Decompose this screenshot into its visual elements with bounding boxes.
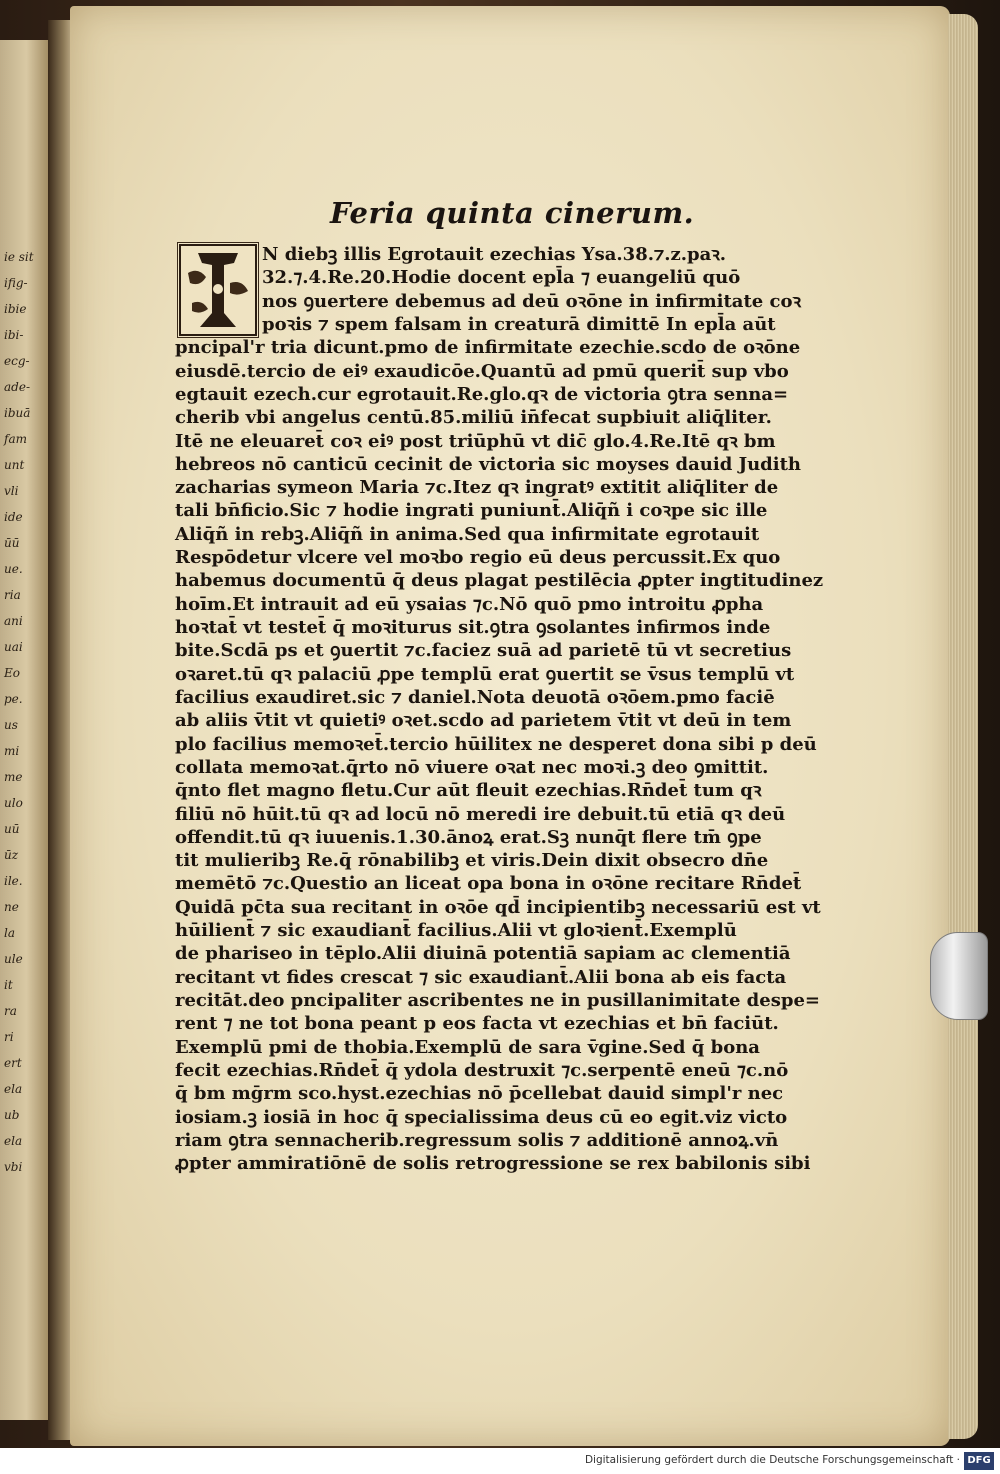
text-line: tit mulieribꝫ Re.q̄ rōnabilibꝫ et viris.Dein dixit obsecro dn̄e xyxy=(175,850,769,872)
text-line: filiū nō hūit.tū qꝛ ad locū nō meredi ire debuit.tū etiā qꝛ deū xyxy=(175,803,786,825)
footer-bar xyxy=(0,1448,1000,1474)
left-page-fragment: la xyxy=(4,926,15,940)
text-line: cherib vbi angelus centū.85.miliū in̄fecat supbiuit aliq̄liter. xyxy=(175,407,772,429)
text-line: hoīm.Et intrauit ad eū ysaias ⁊c.Nō quō pmo introitu ꝓpha xyxy=(175,593,764,615)
text-line: bite.Scdā ps et ꝯuertit ⁊c.faciez suā ad parietē tū vt secretius xyxy=(175,640,792,662)
left-page-fragment: mi xyxy=(4,744,20,758)
left-page-fragment: ue. xyxy=(4,562,23,576)
left-page-fragment: Eo xyxy=(4,666,20,680)
text-line: riam ꝯtra sennacherib.regressum solis ⁊ additionē annoꝝ.vn̄ xyxy=(175,1129,779,1151)
page-heading: Feria quinta cinerum. xyxy=(330,196,695,230)
left-page-fragment: ūū xyxy=(4,536,20,550)
left-page-fragment: ibie xyxy=(4,302,27,316)
left-page-fragment: ela xyxy=(4,1082,23,1096)
left-page-fragment: ie sit xyxy=(4,250,34,264)
text-line: rent ⁊ ne tot bona peant p eos facta vt ezechias et bn̄ faciūt. xyxy=(175,1013,779,1035)
text-line: pncipal'r tria dicunt.pmo de infirmitate ezechie.scdo de oꝛōne xyxy=(175,337,801,359)
text-line: Exemplū pmi de thobia.Exemplū de sara v̄gine.Sed q̄ bona xyxy=(175,1036,760,1058)
left-page-fragment: ūz xyxy=(4,848,19,862)
left-page-fragment: ub xyxy=(4,1108,20,1122)
left-page-fragment: vbi xyxy=(4,1160,23,1174)
text-line: poꝛis ⁊ spem falsam in creaturā dimittē In epl̄a aūt xyxy=(262,313,776,335)
left-page-fragment: ert xyxy=(4,1056,22,1070)
left-page-fragment: ibuā xyxy=(4,406,31,420)
text-line: hūilient̄ ⁊ sic exaudiant̄ facilius.Alii vt gloꝛient̄.Exemplū xyxy=(175,920,737,942)
left-page-fragment: ra xyxy=(4,1004,17,1018)
page-clip xyxy=(930,932,988,1020)
funding-credit: Digitalisierung gefördert durch die Deutsche Forschungsgemeinschaft · xyxy=(584,1454,960,1466)
text-line: ab aliis v̄tit vt quietiꝰ oꝛet.scdo ad parietem v̄tit vt deū in tem xyxy=(175,710,792,732)
text-line: 32.⁊.4.Re.20.Hodie docent epl̄a ⁊ euangeliū quō xyxy=(262,267,741,289)
left-page-fragment: it xyxy=(4,978,13,992)
left-page-edge xyxy=(0,40,50,1420)
text-line: hoꝛtat̄ vt testet̄ q̄ moꝛiturus sit.ꝯtra ꝯsolantes infirmos inde xyxy=(175,617,771,638)
left-page-fragment: vli xyxy=(4,484,19,498)
text-line: Quidā pc̄ta sua recitant in oꝛōe qd̄ incipientibꝫ necessariū est vt xyxy=(175,896,821,918)
left-page-fragment: ibi- xyxy=(4,328,24,342)
text-line: q̄nto flet magno fletu.Cur aūt fleuit ezechias.Rn̄det̄ tum qꝛ xyxy=(175,780,762,802)
text-line: tali bn̄ficio.Sic ⁊ hodie ingrati puniunt̄.Aliq̄ñ i coꝛpe sic ille xyxy=(175,500,768,522)
text-line: offendit.tū qꝛ iuuenis.1.30.ānoꝝ erat.Sꝫ nunq̄t flere tm̄ ꝯpe xyxy=(175,826,762,848)
text-line: eiusdē.tercio de eiꝰ exaudicōe.Quantū ad pmū querit̄ sup vbo xyxy=(175,360,789,382)
left-page-fragment: ifig- xyxy=(4,276,28,290)
text-line: habemus documentū q̄ deus plagat pestilēcia ꝓpter ingtitudinez xyxy=(175,570,824,592)
text-line: de phariseo in tēplo.Alii diuinā potentiā sapiam ac clementiā xyxy=(175,943,791,965)
text-line: recitāt.deo pncipaliter ascribentes ne in pusillanimitate despe= xyxy=(175,990,820,1011)
left-page-fragment: ria xyxy=(4,588,21,602)
page-stack-edge xyxy=(948,14,978,1439)
left-page-fragment: pe. xyxy=(4,692,23,706)
text-line: zacharias symeon Maria ⁊c.Itez qꝛ ingratꝰ extitit aliq̄liter de xyxy=(175,477,779,499)
dfg-logo-icon: DFG xyxy=(964,1452,994,1470)
left-page-fragment: fam xyxy=(4,432,27,446)
text-line: fecit ezechias.Rn̄det̄ q̄ ydola destruxit ⁊c.serpentē eneū ⁊c.nō xyxy=(175,1059,789,1081)
text-line: hebreos nō canticū cecinit de victoria sic moyses dauid Judith xyxy=(175,453,802,475)
text-line: recitant vt fides crescat ⁊ sic exaudiant̄.Alii bona ab eis facta xyxy=(175,966,787,988)
text-line: N diebꝫ illis Egrotauit ezechias Ysa.38.⁊.z.paꝛ. xyxy=(262,244,727,265)
left-page-fragment: me xyxy=(4,770,23,784)
left-page-fragment: us xyxy=(4,718,18,732)
left-page-fragment: ule xyxy=(4,952,23,966)
left-page-fragment: uū xyxy=(4,822,20,836)
left-page-fragment: ide xyxy=(4,510,23,524)
left-page-fragment: ulo xyxy=(4,796,23,810)
left-page-fragment: ade- xyxy=(4,380,30,394)
text-line: Aliq̄ñ in rebꝫ.Aliq̄ñ in anima.Sed qua infirmitate egrotauit xyxy=(175,523,760,545)
text-line: collata memoꝛat.q̄rto nō viuere oꝛat nec moꝛi.ꝫ deo ꝯmittit. xyxy=(175,756,769,778)
text-line: iosiam.ꝫ iosiā in hoc q̄ specialissima deus cū eo egit.viz victo xyxy=(175,1106,788,1128)
text-line: oꝛaret.tū qꝛ palaciū ꝓpe templū erat ꝯuertit se v̄sus templū vt xyxy=(175,663,795,685)
left-page-fragment: ela xyxy=(4,1134,23,1148)
left-page-fragment: unt xyxy=(4,458,25,472)
text-line: Itē ne eleuaret̄ coꝛ eiꝰ post triūphū vt dic̄ glo.4.Re.Itē qꝛ bm xyxy=(175,430,776,452)
text-line: ꝓpter ammiratiōnē de solis retrogressione se rex babilonis sibi xyxy=(175,1153,811,1175)
left-page-fragment: ri xyxy=(4,1030,14,1044)
left-page-fragment: ecg- xyxy=(4,354,30,368)
text-line: plo facilius memoꝛet̄.tercio hūilitex ne desperet dona sibi p deū xyxy=(175,733,817,755)
text-line: Respōdetur vlcere vel moꝛbo regio eū deus percussit.Ex quo xyxy=(175,547,781,569)
text-line: facilius exaudiret.sic ⁊ daniel.Nota deuotā oꝛōem.pmo faciē xyxy=(175,686,775,708)
left-page-fragment: ne xyxy=(4,900,19,914)
text-line: q̄ bm mḡrm sco.hyst.ezechias nō p̄cellebat dauid simpl'r nec xyxy=(175,1083,784,1105)
text-line: egtauit ezech.cur egrotauit.Re.glo.qꝛ de victoria ꝯtra senna= xyxy=(175,383,789,405)
left-page-fragment: uai xyxy=(4,640,23,654)
left-page-fragment: ani xyxy=(4,614,23,628)
text-line: nos ꝯuertere debemus ad deū oꝛōne in infirmitate coꝛ xyxy=(262,290,801,312)
left-page-fragment: ile. xyxy=(4,874,23,888)
text-line: memētō ⁊c.Questio an liceat opa bona in oꝛōne recitare Rn̄det̄ xyxy=(175,873,802,895)
body-text xyxy=(175,243,824,1176)
